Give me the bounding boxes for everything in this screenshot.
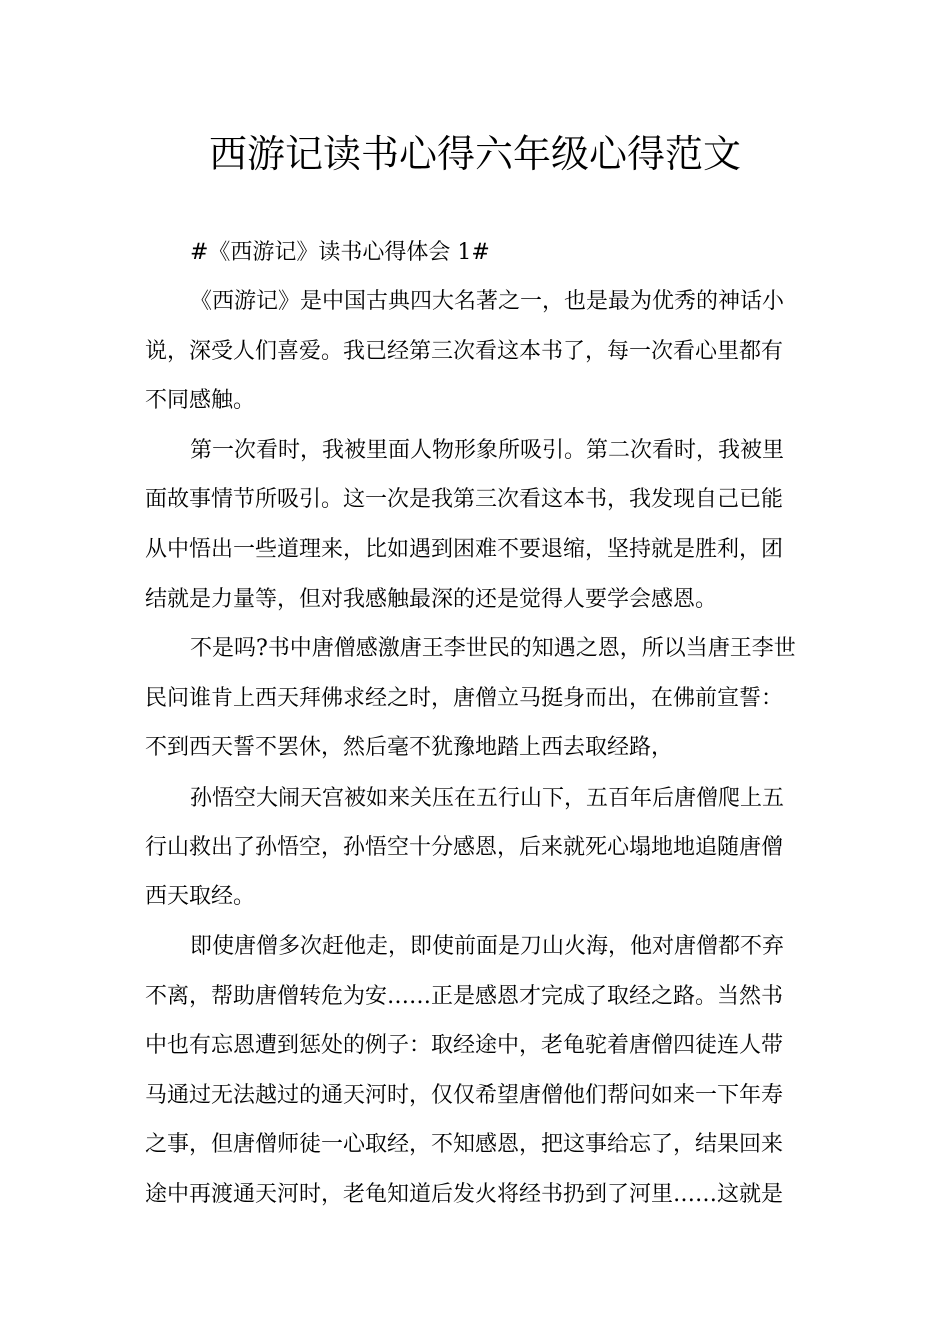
paragraph-line: 不到西天誓不罢休，然后毫不犹豫地踏上西去取经路， <box>145 735 674 760</box>
paragraph-line: 民问谁肯上西天拜佛求经之时，唐僧立马挺身而出，在佛前宣誓： <box>145 686 784 711</box>
paragraph-line: 不离，帮助唐僧转危为安……正是感恩才完成了取经之路。当然书 <box>145 984 784 1009</box>
paragraph-line: 第一次看时，我被里面人物形象所吸引。第二次看时，我被里 <box>190 438 785 463</box>
paragraph-line: 行山救出了孙悟空，孙悟空十分感恩，后来就死心塌地地追随唐僧 <box>145 835 784 860</box>
paragraph-line: 西天取经。 <box>145 884 256 909</box>
paragraph-line: 孙悟空大闹天宫被如来关压在五行山下，五百年后唐僧爬上五 <box>190 786 785 811</box>
paragraph-line: 说，深受人们喜爱。我已经第三次看这本书了，每一次看心里都有 <box>145 339 784 364</box>
paragraph-line: 途中再渡通天河时，老龟知道后发火将经书扔到了河里……这就是 <box>145 1182 784 1207</box>
paragraph-line: 中也有忘恩遭到惩处的例子：取经途中，老龟驼着唐僧四徒连人带 <box>145 1033 784 1058</box>
paragraph-line: 从中悟出一些道理来，比如遇到困难不要退缩，坚持就是胜利，团 <box>145 537 784 562</box>
paragraph-line: 马通过无法越过的通天河时，仅仅希望唐僧他们帮问如来一下年寿 <box>145 1083 784 1108</box>
document-title: 西游记读书心得六年级心得范文 <box>208 132 741 176</box>
paragraph-line: 即使唐僧多次赶他走，即使前面是刀山火海，他对唐僧都不弃 <box>190 934 785 959</box>
paragraph-line: 结就是力量等，但对我感触最深的还是觉得人要学会感恩。 <box>145 587 718 612</box>
paragraph-line: 面故事情节所吸引。这一次是我第三次看这本书，我发现自己已能 <box>145 487 784 512</box>
paragraph-line: 不同感触。 <box>145 388 256 413</box>
paragraph-line: 《西游记》是中国古典四大名著之一，也是最为优秀的神话小 <box>190 289 785 314</box>
section-heading: #《西游记》读书心得体会 1# <box>190 240 490 265</box>
paragraph-line: 不是吗?书中唐僧感激唐王李世民的知遇之恩，所以当唐王李世 <box>190 636 796 661</box>
paragraph-line: 之事，但唐僧师徒一心取经，不知感恩，把这事给忘了，结果回来 <box>145 1132 784 1157</box>
